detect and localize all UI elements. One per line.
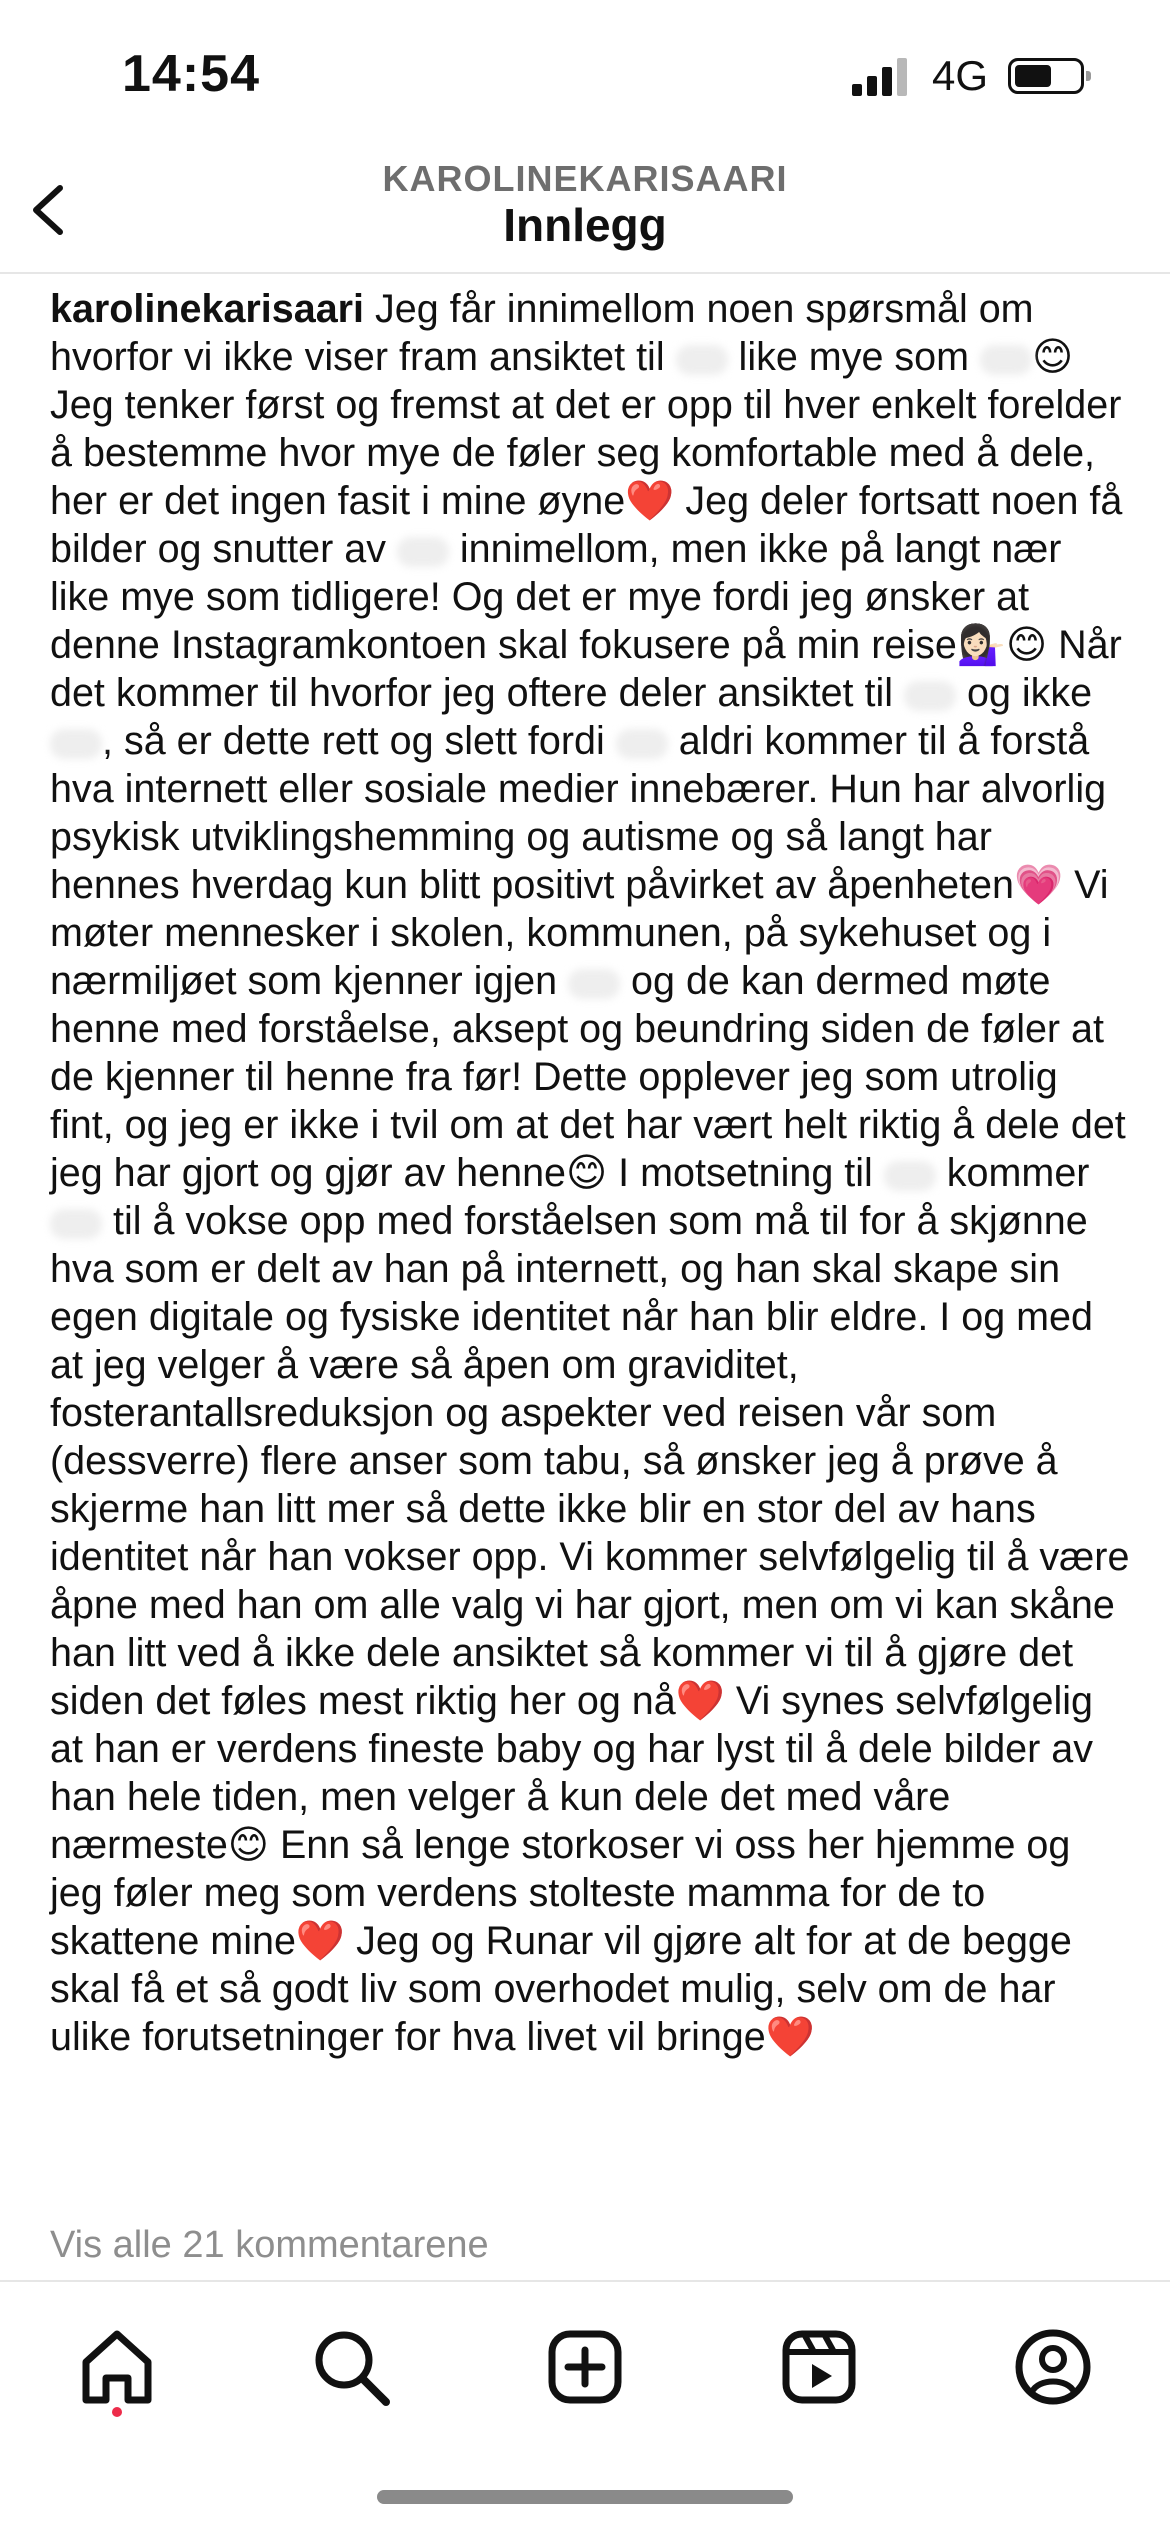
redacted-name [616, 729, 668, 759]
status-time: 14:54 [122, 45, 260, 103]
redacted-name [397, 537, 449, 567]
home-indicator [377, 2490, 793, 2504]
create-icon [540, 2322, 630, 2412]
network-label: 4G [932, 52, 989, 99]
reels-icon [774, 2322, 864, 2412]
battery-icon [1008, 58, 1084, 94]
header-username[interactable]: KAROLINEKARISAARI [382, 158, 788, 199]
search-icon [306, 2322, 396, 2412]
tab-reels[interactable] [774, 2322, 864, 2412]
notification-dot [112, 2407, 122, 2417]
post-header [0, 150, 1170, 274]
redacted-name [50, 1209, 102, 1239]
redacted-name [904, 681, 956, 711]
signal-icon [852, 58, 912, 96]
status-bar [0, 0, 1170, 150]
post-caption: karolinekarisaari Jeg får innimellom noen spørsmål om hvorfor vi ikke viser fram ansiktet til like mye som 😊 Jeg tenker først og fremst at det er opp til hver enkelt forelder å bestemme hvor mye de føler seg komfortable med å dele, her er det ingen fasit i mine øyne❤️ Jeg deler fortsatt noen få bilder og snutter av innimellom, men ikke på langt nær like mye som tidligere! Og det er mye fordi jeg ønsker at denne Instagramkontoen skal fokusere på min reise💁🏻‍♀️😊 Når det kommer til hvorfor jeg oftere deler ansiktet til og ikke , så er dette rett og slett fordi aldri kommer til å forstå hva internett eller sosiale medier innebærer. Hun har alvorlig psykisk utviklingshemming og autisme og så langt har hennes hverdag kun blitt positivt påvirket av åpenheten💗 Vi møter mennesker i skolen, kommunen, på sykehuset og i nærmiljøet som kjenner igjen og de kan dermed møte henne med forståelse, aksept og beundring siden de føler at de kjenner til henne fra før! Dette opplever jeg som utrolig fint, og jeg er ikke i tvil om at det har vært helt riktig å dele det jeg har gjort og gjør av henne😊 I motsetning til kommer til å vokse opp med forståelsen som må til for å skjønne hva som er delt av han på internett, og han skal skape sin egen digitale og fysiske identitet når han blir eldre. I og med at jeg velger å være så åpen om graviditet, fosterantallsreduksjon og aspekter ved reisen vår som (dessverre) flere anser som tabu, så ønsker jeg å prøve å skjerme han litt mer så dette ikke blir en stor del av hans identitet når han vokser opp. Vi kommer selvfølgelig til å være åpne med han om alle valg vi har gjort, men om vi kan skåne han litt ved å ikke dele ansiktet så kommer vi til å gjøre det siden det føles mest riktig her og nå❤️ Vi synes selvfølgelig at han er verdens fineste baby og har lyst til å dele bilder av han hele tiden, men velger å kun dele det med våre nærmeste😊 Enn så lenge storkoser vi oss her hjemme og jeg føler meg som verdens stolteste mamma for de to skattene mine❤️ Jeg og Runar vil gjøre alt for at de begge skal få et så godt liv som overhodet mulig, selv om de har ulike forutsetninger for hva livet vil bringe❤️ [50, 287, 1130, 2059]
tab-home[interactable] [72, 2322, 162, 2412]
page-title: Innlegg [503, 199, 667, 251]
redacted-name [884, 1161, 936, 1191]
profile-icon [1008, 2322, 1098, 2412]
view-comments-link[interactable]: Vis alle 21 kommentarene [50, 2224, 489, 2266]
redacted-name [676, 345, 728, 375]
caption-username[interactable]: karolinekarisaari [50, 287, 365, 331]
redacted-name [568, 969, 620, 999]
tab-create[interactable] [540, 2322, 630, 2412]
redacted-name [50, 729, 102, 759]
tab-search[interactable] [306, 2322, 396, 2412]
tab-profile[interactable] [1008, 2322, 1098, 2412]
redacted-name [980, 345, 1032, 375]
home-icon [72, 2322, 162, 2412]
